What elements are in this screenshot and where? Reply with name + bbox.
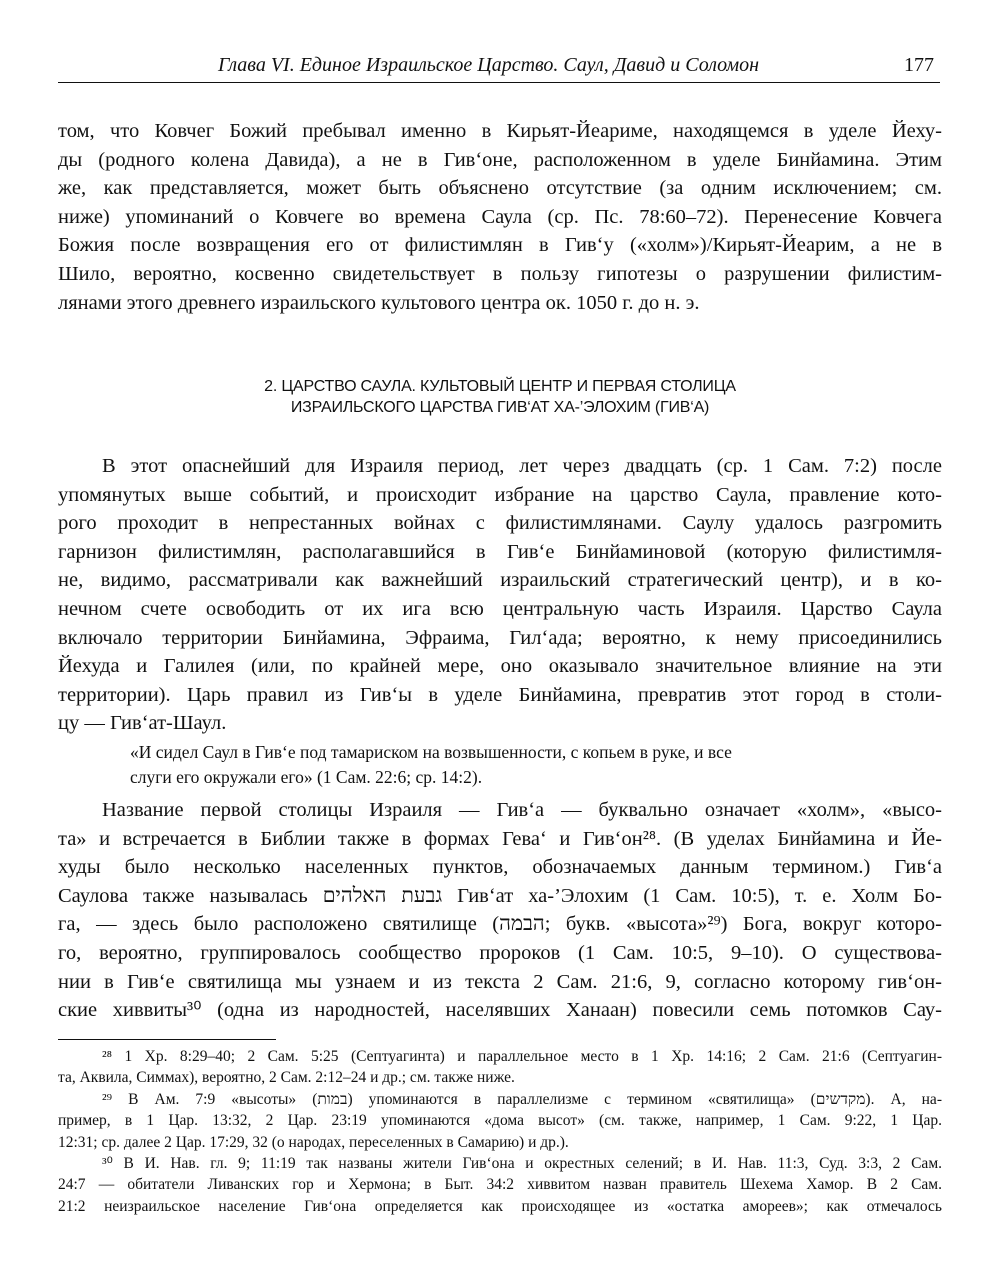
footnote-divider (58, 1039, 276, 1040)
text-line: ды (родного колена Давида), а не в Гив‘оне, расположенном в уделе Бинйамина. Этим (58, 148, 942, 171)
text-line: худы было несколько населенных пунктов, обозначаемых данным термином.) Гив‘а (58, 856, 942, 879)
page-number: 177 (904, 54, 934, 76)
quote-line-2: слуги его окружали его» (1 Сам. 22:6; ср. 14:2). (130, 767, 483, 787)
footnote-line: ²⁸ 1 Хр. 8:29–40; 2 Сам. 5:25 (Септуагинта) и параллельное место в 1 Хр. 14:16; 2 Сам. 21:6 (Септуагин- (102, 1048, 942, 1065)
section-heading-line-2: ИЗРАИЛЬСКОГО ЦАРСТВА ГИВ‘АТ ХА-’ЭЛОХИМ (ГИВ‘А) (290, 399, 710, 416)
text-line: Йехуда и Галилея (или, по крайней мере, оно оказывало значительное влияние на эти (58, 655, 942, 678)
paragraph-1 (58, 117, 942, 317)
footnote-line: та, Аквила, Симмах), вероятно, 2 Сам. 2:12–24 и др.; см. также ниже. (58, 1069, 515, 1087)
running-header (58, 52, 940, 83)
text-line: рого проходит в непрестанных войнах с филистимлянами. Саулу удалось разгромить (58, 512, 942, 535)
footnotes (58, 1046, 942, 1217)
section-heading-line-1: 2. ЦАРСТВО САУЛА. КУЛЬТОВЫЙ ЦЕНТР И ПЕРВАЯ СТОЛИЦА (264, 378, 736, 395)
section-heading (58, 376, 942, 418)
text-line: та» и встречается в Библии также в формах Гева‘ и Гив‘он²⁸. (В уделах Бинйамина и Йе- (58, 827, 942, 850)
text-line: ниже) упоминаний о Ковчеге во времена Саула (ср. Пс. 78:60–72). Перенесение Ковчега (58, 205, 942, 228)
footnote-line: 24:7 — обитатели Ливанских гор и Хермона; в Быт. 34:2 хиввитом назван правитель Шехема Хамор. В 2 Сам. (58, 1176, 942, 1194)
text-line: включало территории Бинйамина, Эфраима, Гил‘ада; вероятно, к нему присоединились (58, 626, 942, 649)
text-line: Саулова также называлась גבעת האלהים Гив‘ат ха-’Элохим (1 Сам. 10:5), т. е. Холм Бо- (58, 884, 942, 907)
text-line: ские хиввиты³⁰ (одна из народностей, населявших Ханаан) повесили семь потомков Сау- (58, 999, 942, 1022)
text-line: лянами этого древнего израильского культового центра ок. 1050 г. до н. э. (58, 291, 700, 314)
footnote-line: ³⁰ В И. Нав. гл. 9; 11:19 так названы жители Гив‘она и окрестных селений; в И. Нав. 11:3, Суд. 3:3, 2 Сам. (102, 1155, 942, 1173)
text-line: го, вероятно, группировалось сообщество пророков (1 Сам. 10:5, 9–10). О существова- (58, 941, 942, 964)
text-line: гарнизон филистимлян, располагавшийся в Гив‘е Бинйаминовой (которую филистимля- (58, 540, 942, 563)
quote-line-1: «И сидел Саул в Гив‘е под тамариском на возвышенности, с копьем в руке, и все (130, 742, 732, 762)
text-line: цу — Гив‘ат-Шаул. (58, 712, 227, 735)
block-quote (130, 740, 900, 790)
paragraph-2 (58, 452, 942, 738)
text-line: упомянутых выше событий, и происходит избрание на царство Саула, правление кото- (58, 483, 942, 506)
text-line: га, — здесь было расположено святилище (הבמה; букв. «высота»²⁹) Бога, вокруг которо- (58, 913, 942, 936)
text-line: территории). Царь правил из Гив‘ы в уделе Бинйамина, превратив этот город в столи- (58, 683, 942, 706)
text-line: Название первой столицы Израиля — Гив‘а — буквально означает «холм», «высо- (102, 799, 942, 821)
text-line: В этот опаснейший для Израиля период, лет через двадцать (ср. 1 Сам. 7:2) после (102, 455, 942, 477)
text-line: Шило, вероятно, косвенно свидетельствует в пользу гипотезы о разрушении филистим- (58, 262, 942, 285)
footnote-line: пример, в 1 Цар. 13:32, 2 Цар. 23:19 упоминаются «дома высот» (см. также, например, 1 Сам. 9:22, 1 Цар. (58, 1112, 942, 1130)
text-line: нии в Гив‘е святилища мы узнаем и из текста 2 Сам. 21:6, 9, согласно которому гив‘он- (58, 970, 942, 993)
footnote-line: ²⁹ В Ам. 7:9 «высоты» (במות) упоминаются в параллелизме с термином «святилища» (מקדשים). А, на- (102, 1090, 942, 1108)
text-line: же, как представляется, может быть объяснено отсутствие (за одним исключением; см. (58, 177, 942, 200)
text-line: Божия после возвращения его от филистимлян в Гив‘у («холм»)/Кирьят-Йеарим, а не в (58, 234, 942, 257)
text-line: нечном счете освободить от их ига всю центральную часть Израиля. Царство Саула (58, 597, 942, 620)
footnote-line: 21:2 неизраильское население Гив‘она определяется как происходящее из «остатка амореев»; как отмечалось (58, 1197, 942, 1215)
paragraph-3 (58, 796, 942, 1025)
text-line: не, видимо, рассматривали как важнейший израильский стратегический центр), и в ко- (58, 569, 942, 592)
chapter-title: Глава VI. Единое Израильское Царство. Саул, Давид и Соломон (218, 54, 760, 76)
text-line: том, что Ковчег Божий пребывал именно в Кирьят-Йеариме, находящемся в уделе Йеху- (58, 120, 942, 142)
footnote-line: 12:31; ср. далее 2 Цар. 17:29, 32 (о народах, переселенных в Самарию) и др.). (58, 1133, 569, 1151)
